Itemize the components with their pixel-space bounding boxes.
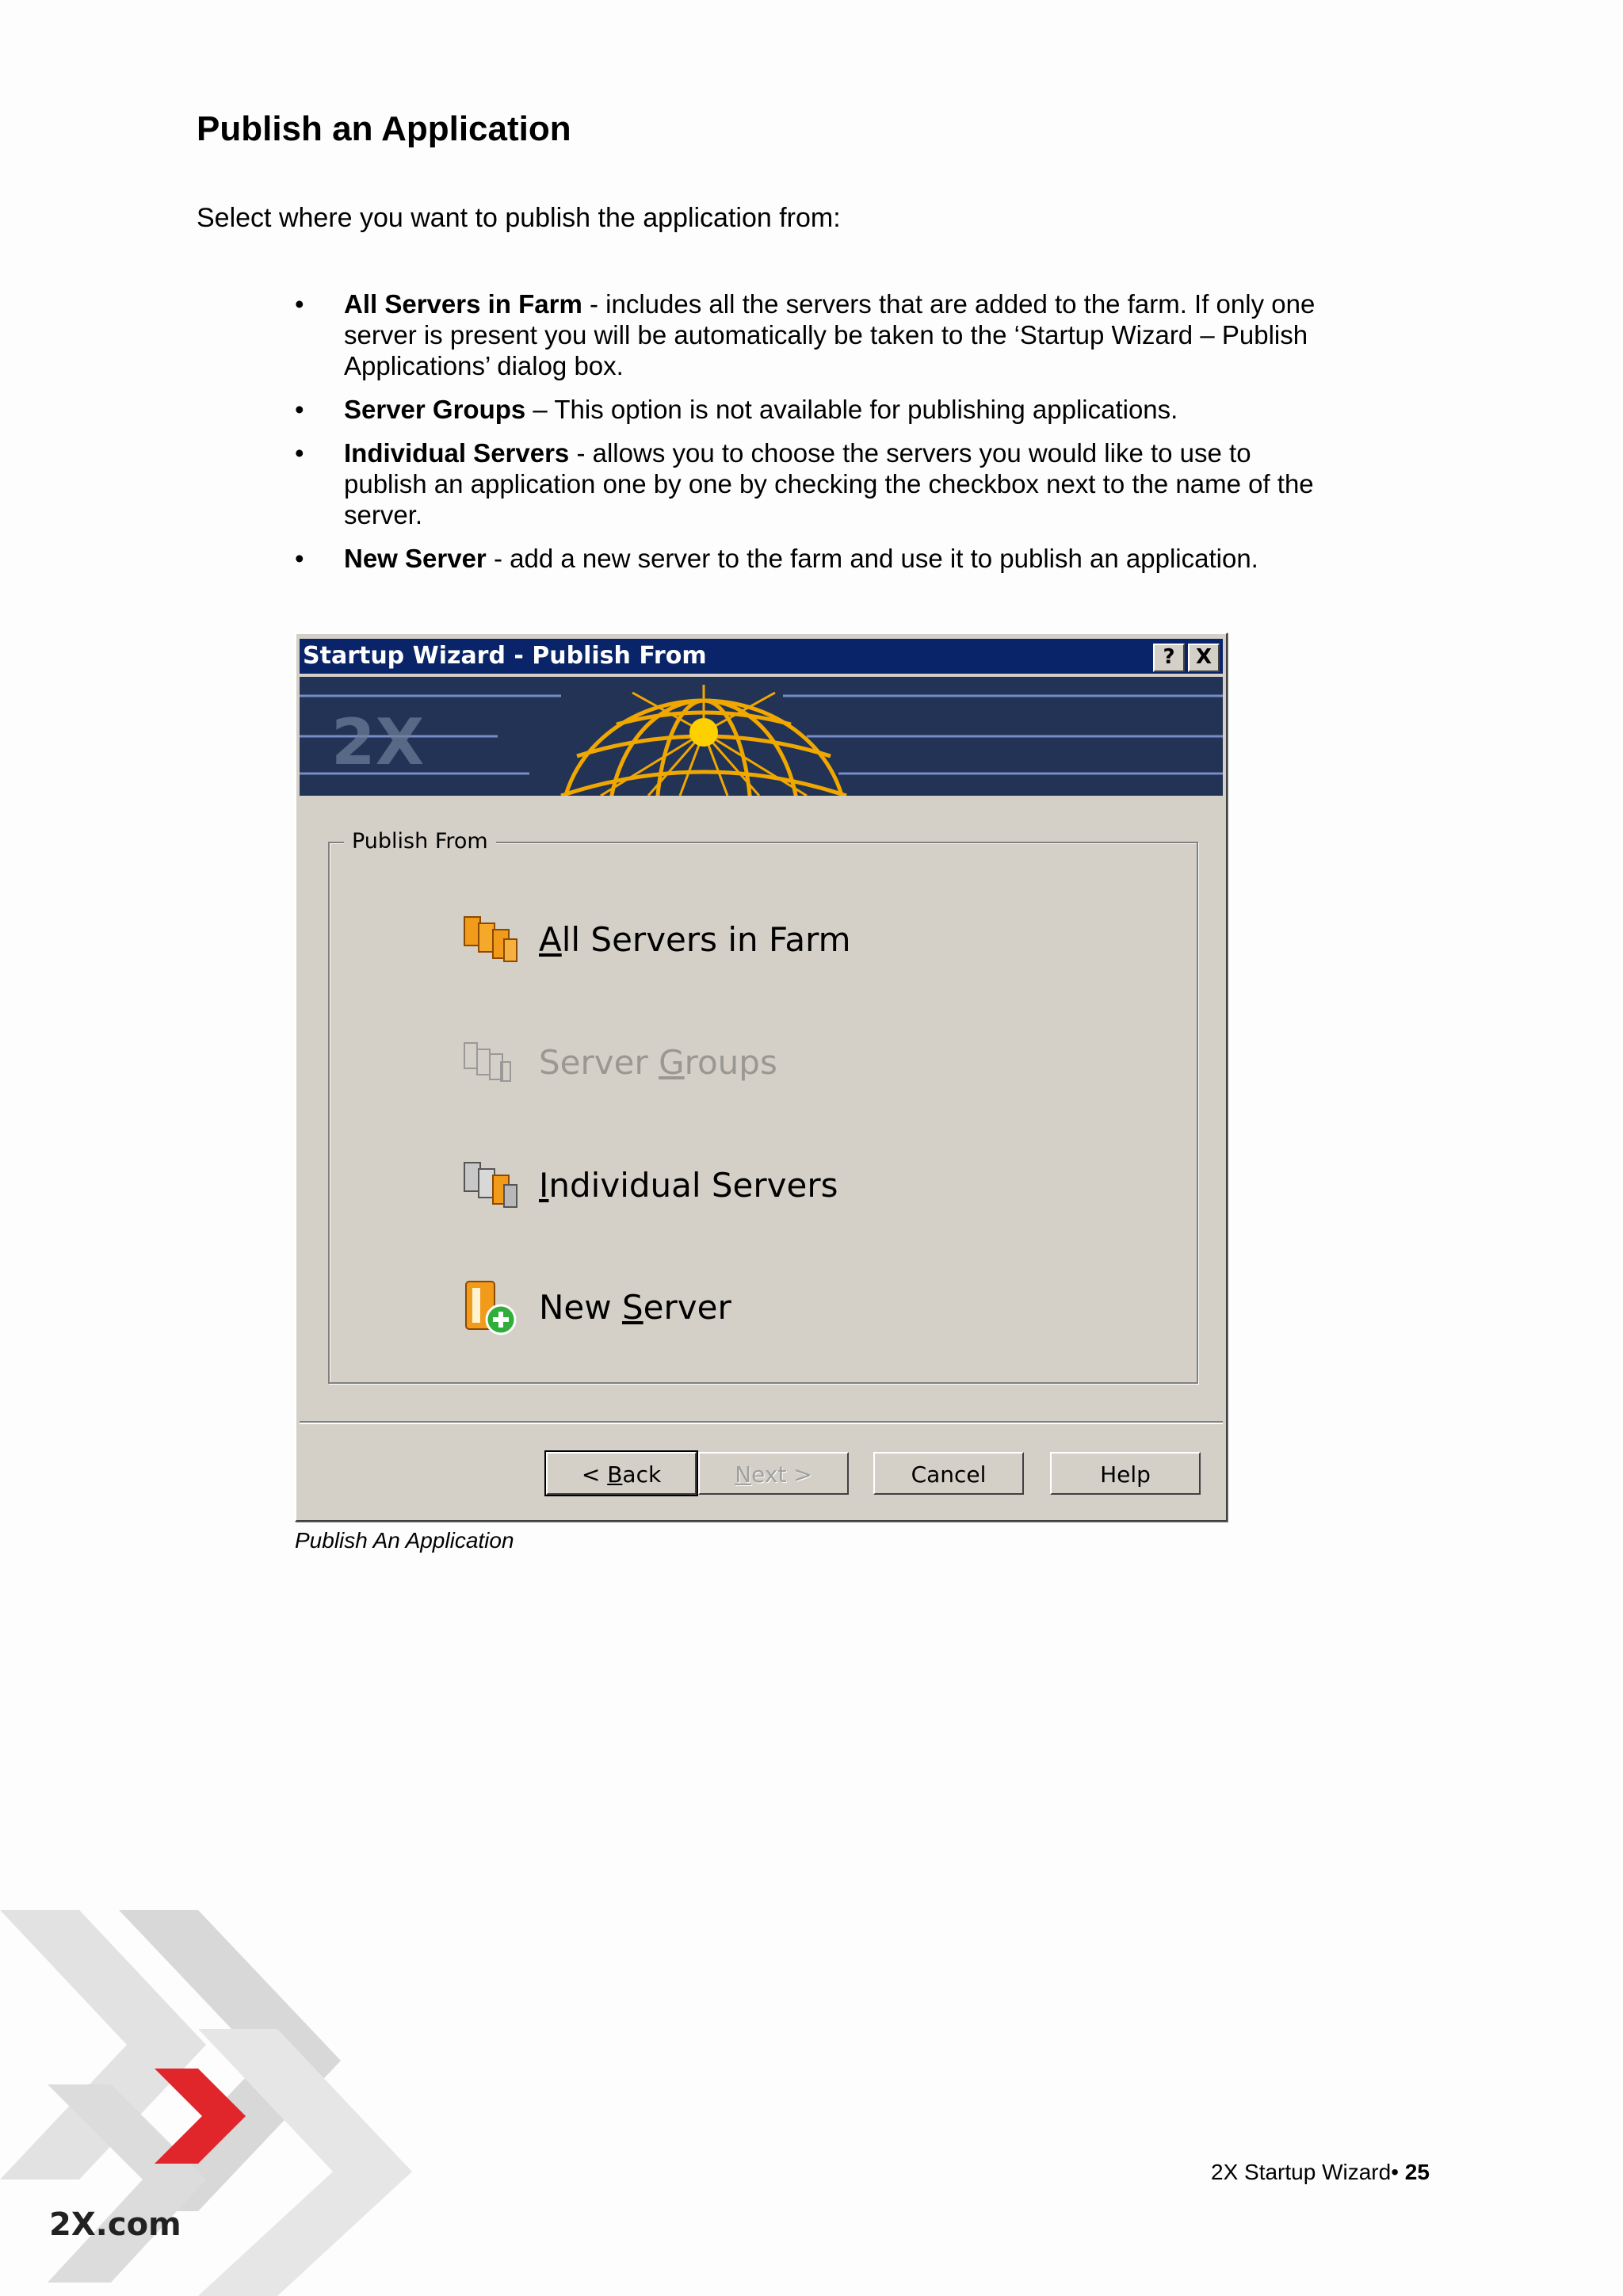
help-icon[interactable]: ? bbox=[1153, 644, 1185, 672]
description: This option is not available for publishing applications. bbox=[554, 395, 1178, 424]
individual-servers-icon bbox=[460, 1153, 523, 1217]
page-number: 25 bbox=[1404, 2160, 1430, 2184]
dialog-title: Startup Wizard - Publish From bbox=[303, 642, 707, 670]
description: allows you to choose the servers you would like to use to publish an application one by one by checking the checkbox next to the name of the server. bbox=[344, 438, 1314, 529]
term: Individual Servers bbox=[344, 438, 570, 468]
help-button[interactable]: Help bbox=[1050, 1452, 1201, 1495]
server-groups-icon bbox=[460, 1030, 523, 1094]
option-label: All Servers in Farm bbox=[539, 919, 851, 959]
wizard-dialog bbox=[295, 632, 1228, 1522]
footer-label: 2X Startup Wizard• bbox=[1211, 2160, 1405, 2184]
option-label: Server Groups bbox=[539, 1042, 777, 1082]
figure-caption: Publish An Application bbox=[295, 1528, 514, 1553]
option-server-groups bbox=[460, 1026, 777, 1098]
svg-text:2X.com: 2X.com bbox=[49, 2206, 181, 2243]
term: New Server bbox=[344, 544, 487, 573]
description: includes all the servers that are added to the farm. If only one server is present you will be automatically be taken to the ‘Startup Wizard – Publish Applications’ dialog box. bbox=[344, 289, 1316, 380]
dialog-titlebar bbox=[300, 639, 1223, 674]
separator bbox=[300, 1421, 1223, 1424]
intro-text: Select where you want to publish the application from: bbox=[197, 203, 841, 233]
sep: - bbox=[569, 438, 593, 468]
back-button[interactable]: < Back bbox=[546, 1452, 697, 1495]
list-item bbox=[344, 394, 1327, 425]
next-button: Next > bbox=[698, 1452, 849, 1495]
page-title: Publish an Application bbox=[197, 109, 571, 148]
sep: - bbox=[582, 289, 606, 319]
option-all-servers-in-farm[interactable] bbox=[460, 904, 851, 975]
new-server-icon bbox=[460, 1275, 523, 1339]
term: Server Groups bbox=[344, 395, 526, 424]
list-item bbox=[344, 437, 1327, 530]
option-individual-servers[interactable] bbox=[460, 1149, 838, 1221]
cancel-button[interactable]: Cancel bbox=[873, 1452, 1024, 1495]
term: All Servers in Farm bbox=[344, 289, 582, 319]
wizard-banner bbox=[300, 677, 1223, 796]
globe-banner-icon bbox=[300, 677, 1223, 796]
option-new-server[interactable] bbox=[460, 1271, 731, 1343]
server-farm-icon bbox=[460, 907, 523, 971]
option-label: Individual Servers bbox=[539, 1165, 838, 1205]
sep: – bbox=[525, 395, 555, 424]
svg-text:2X: 2X bbox=[331, 705, 425, 779]
description: add a new server to the farm and use it to publish an application. bbox=[510, 544, 1258, 573]
close-icon[interactable]: X bbox=[1188, 644, 1220, 672]
list-item bbox=[344, 543, 1327, 574]
2x-logo bbox=[0, 1886, 555, 2296]
sep: - bbox=[486, 544, 510, 573]
page-footer bbox=[1211, 2160, 1430, 2185]
list-item bbox=[344, 288, 1327, 381]
option-label: New Server bbox=[539, 1287, 731, 1327]
option-list bbox=[344, 288, 1327, 586]
group-label: Publish From bbox=[344, 829, 496, 854]
